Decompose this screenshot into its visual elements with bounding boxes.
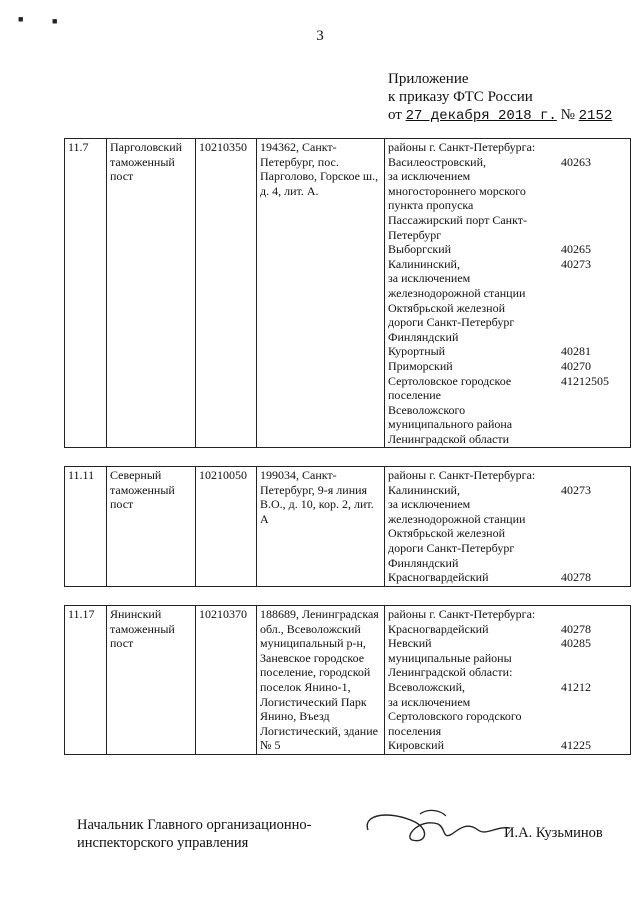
district-row: [388, 403, 627, 418]
district-row: [388, 155, 627, 170]
district-name: Финляндский: [388, 329, 459, 344]
district-name: муниципальные районы: [388, 650, 512, 665]
district-code: 40270: [561, 358, 591, 373]
district-code: 41212505: [561, 373, 609, 388]
district-row: [388, 432, 627, 447]
district-row: [388, 315, 627, 330]
district-row: [388, 665, 627, 680]
appendix-title: Приложение: [388, 71, 469, 87]
appendix-date: 27 декабря 2018 г.: [405, 108, 557, 124]
district-name: районы г. Санкт-Петербурга:: [388, 607, 536, 621]
district-code: [557, 724, 627, 739]
district-row: [388, 213, 627, 228]
post-number: 11.17: [65, 606, 107, 755]
district-code: 40285: [561, 636, 591, 651]
page-number: 3: [316, 28, 324, 44]
district-row: [388, 738, 627, 753]
district-name: за исключением: [388, 497, 471, 512]
district-code: 40273: [561, 482, 591, 497]
district-name: за исключением: [388, 694, 471, 709]
district-name: железнодорожной станции: [388, 285, 526, 300]
district-name: дороги Санкт-Петербург: [388, 315, 515, 330]
district-name: поселение: [388, 388, 442, 403]
district-code: [557, 665, 627, 680]
district-row: [388, 271, 627, 286]
table-row: [65, 467, 631, 587]
served-districts: [385, 606, 631, 755]
district-code: [557, 541, 627, 556]
district-name: Василеостровский,: [388, 154, 487, 169]
district-row: [388, 570, 627, 585]
district-row: [388, 301, 627, 316]
district-row: [388, 622, 627, 637]
district-code: 40281: [561, 344, 591, 359]
district-code: 40263: [561, 154, 591, 169]
post-name: Северный таможенный пост: [107, 467, 196, 587]
district-row: [388, 359, 627, 374]
mark-dot: ■: [52, 16, 58, 26]
handwritten-signature: [360, 800, 520, 852]
post-name: Янинский таможенный пост: [107, 606, 196, 755]
appendix-date-line: от 27 декабря 2018 г. № 2152: [388, 107, 613, 124]
district-name: Октябрьской железной: [388, 526, 505, 541]
district-row: [388, 257, 627, 272]
post-code: 10210370: [196, 606, 257, 755]
mark-dot: ■: [18, 14, 24, 24]
district-code: [557, 198, 627, 213]
district-code: [557, 417, 627, 432]
district-name: районы г. Санкт-Петербурга:: [388, 140, 536, 154]
post-address: 188689, Ленинградская обл., Всеволожский муниципальный р-н, Заневское городское поселение, городской поселок Янино-1, Логистический Парк Янино, Въезд Логистический, здание № 5: [257, 606, 385, 755]
district-name: Петербург: [388, 227, 442, 242]
table-row: [65, 139, 631, 448]
district-name: Приморский: [388, 358, 453, 373]
district-name: Невский: [388, 636, 432, 651]
district-name: Ленинградской области: [388, 431, 510, 446]
post-address: 199034, Санкт-Петербург, 9-я линия В.О., д. 10, кор. 2, лит. А: [257, 467, 385, 587]
district-row: [388, 541, 627, 556]
district-row: [388, 512, 627, 527]
post-number: 11.11: [65, 467, 107, 587]
district-code: [557, 432, 627, 447]
district-name: за исключением: [388, 169, 471, 184]
district-code: 40278: [561, 570, 591, 585]
post-code: 10210350: [196, 139, 257, 448]
district-code: [557, 468, 627, 483]
district-code: [557, 497, 627, 512]
district-code: [557, 228, 627, 243]
district-name: Октябрьской железной: [388, 300, 505, 315]
appendix-header: [388, 70, 612, 125]
district-code: [557, 301, 627, 316]
post-name: Парголовский таможенный пост: [107, 139, 196, 448]
district-row: [388, 680, 627, 695]
district-row: [388, 497, 627, 512]
district-row: [388, 526, 627, 541]
customs-post-table: [64, 605, 631, 755]
district-name: пункта пропуска: [388, 198, 474, 213]
district-row: [388, 228, 627, 243]
district-code: [557, 330, 627, 345]
district-name: районы г. Санкт-Петербурга:: [388, 468, 536, 482]
signatory-title: Начальник Главного организационно- инспекторского управления: [77, 817, 312, 851]
served-districts: [385, 467, 631, 587]
district-code: [557, 184, 627, 199]
district-code: [557, 169, 627, 184]
district-name: муниципального района: [388, 417, 513, 432]
district-code: [557, 512, 627, 527]
district-code: [557, 695, 627, 710]
district-code: 40273: [561, 256, 591, 271]
district-row: [388, 468, 627, 483]
district-name: Калининский,: [388, 482, 460, 497]
district-row: [388, 374, 627, 389]
district-row: [388, 651, 627, 666]
district-row: [388, 140, 627, 155]
district-name: Ленинградской области:: [388, 665, 513, 680]
signatory-name: И.А. Кузьминов: [504, 825, 603, 841]
district-code: [557, 315, 627, 330]
appendix-number: 2152: [578, 108, 613, 124]
appendix-order: к приказу ФТС России: [388, 89, 533, 105]
district-code: [557, 556, 627, 571]
district-name: Сертоловского городского: [388, 709, 522, 724]
district-name: Сертоловское городское: [388, 373, 512, 388]
district-row: [388, 184, 627, 199]
district-code: 41212: [561, 679, 591, 694]
district-code: [557, 651, 627, 666]
customs-post-table: [64, 466, 631, 587]
district-name: дороги Санкт-Петербург: [388, 540, 515, 555]
district-row: [388, 483, 627, 498]
district-name: Финляндский: [388, 555, 459, 570]
district-code: [557, 271, 627, 286]
district-code: 41225: [561, 738, 591, 753]
district-row: [388, 695, 627, 710]
district-code: [557, 709, 627, 724]
district-code: [557, 403, 627, 418]
post-number: 11.7: [65, 139, 107, 448]
district-code: [557, 286, 627, 301]
district-name: Всеволожский,: [388, 679, 465, 694]
district-code: [557, 607, 627, 622]
district-code: 40265: [561, 242, 591, 257]
district-name: Выборгский: [388, 242, 452, 257]
district-row: [388, 724, 627, 739]
district-name: Курортный: [388, 344, 446, 359]
district-row: [388, 388, 627, 403]
district-name: железнодорожной станции: [388, 511, 526, 526]
post-address: 194362, Санкт-Петербург, пос. Парголово, Горское ш., д. 4, лит. А.: [257, 139, 385, 448]
district-name: Всеволожского: [388, 402, 466, 417]
table-row: [65, 606, 631, 755]
district-name: Калининский,: [388, 256, 460, 271]
district-code: [557, 388, 627, 403]
district-name: Кировский: [388, 738, 445, 753]
district-row: [388, 556, 627, 571]
district-row: [388, 169, 627, 184]
district-row: [388, 286, 627, 301]
district-row: [388, 330, 627, 345]
district-row: [388, 636, 627, 651]
district-row: [388, 344, 627, 359]
district-row: [388, 607, 627, 622]
district-name: поселения: [388, 723, 442, 738]
district-code: [557, 526, 627, 541]
district-row: [388, 417, 627, 432]
served-districts: [385, 139, 631, 448]
customs-post-table: [64, 138, 631, 448]
district-row: [388, 709, 627, 724]
district-row: [388, 242, 627, 257]
district-name: Пассажирский порт Санкт-: [388, 212, 528, 227]
district-row: [388, 198, 627, 213]
post-code: 10210050: [196, 467, 257, 587]
district-name: Красногвардейский: [388, 621, 489, 636]
district-name: Красногвардейский: [388, 570, 489, 585]
district-code: [557, 213, 627, 228]
district-name: многостороннего морского: [388, 183, 526, 198]
district-code: 40278: [561, 621, 591, 636]
district-code: [557, 140, 627, 155]
district-name: за исключением: [388, 271, 471, 286]
